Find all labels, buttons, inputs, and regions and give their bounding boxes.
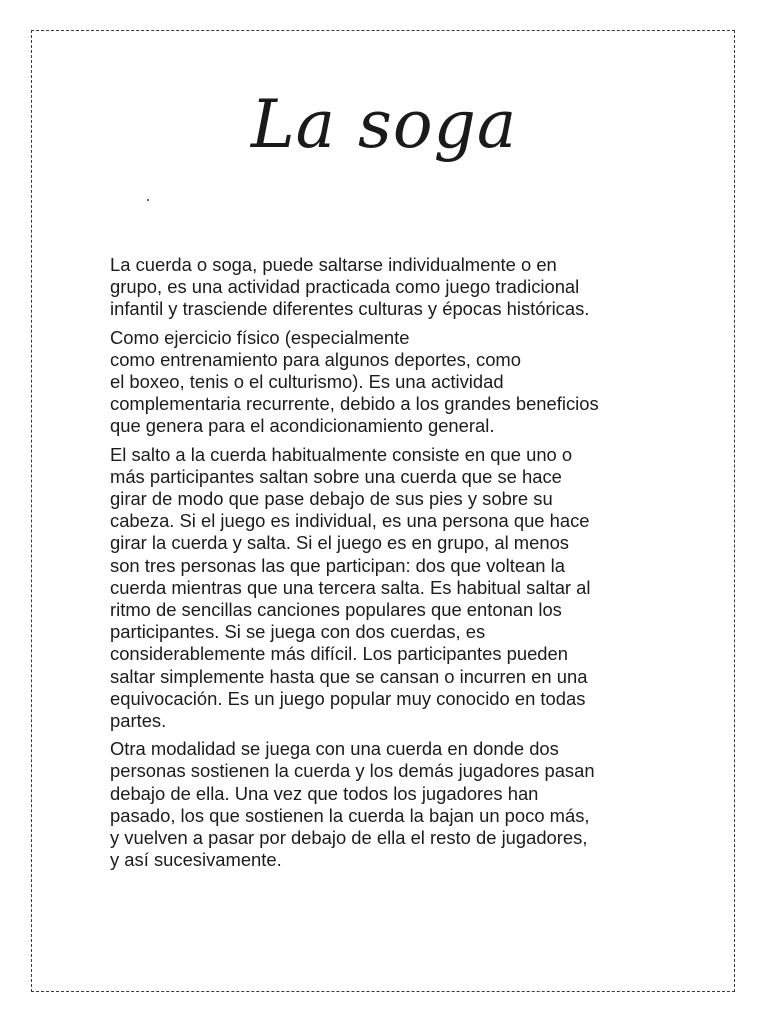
paragraph-line: ritmo de sencillas canciones populares que entonan los	[110, 599, 562, 621]
paragraph-line: girar de modo que pase debajo de sus pies y sobre su	[110, 488, 553, 510]
paragraph-line: cuerda mientras que una tercera salta. Es habitual saltar al	[110, 576, 591, 598]
document-title: La soga	[250, 86, 518, 163]
paragraph-line: Como ejercicio físico (especialmente	[110, 326, 410, 348]
paragraph-line: debajo de ella. Una vez que todos los jugadores han	[110, 782, 539, 804]
paragraph-line: que genera para el acondicionamiento general.	[110, 415, 495, 437]
paragraph-line: saltar simplemente hasta que se cansan o incurren en una	[110, 665, 588, 687]
paragraph-line: Otra modalidad se juega con una cuerda en donde dos	[110, 738, 559, 760]
paragraph-line: son tres personas las que participan: dos que voltean la	[110, 554, 565, 576]
ink-speck	[147, 199, 149, 201]
paragraph-line: partes.	[110, 710, 167, 732]
paragraph-line: equivocación. Es un juego popular muy conocido en todas	[110, 687, 586, 709]
paragraph-line: participantes. Si se juega con dos cuerdas, es	[110, 621, 486, 643]
paragraph-line: cabeza. Si el juego es individual, es una persona que hace	[110, 510, 590, 532]
paragraph-line: infantil y trasciende diferentes culturas y épocas históricas.	[110, 298, 590, 320]
paragraph-line: pasado, los que sostienen la cuerda la bajan un poco más,	[110, 804, 590, 826]
paragraph-4	[110, 738, 670, 871]
paragraph-line: considerablemente más difícil. Los participantes pueden	[110, 643, 568, 665]
paragraph-3	[110, 444, 670, 733]
paragraph-line: girar la cuerda y salta. Si el juego es en grupo, al menos	[110, 532, 570, 554]
paragraph-line: La cuerda o soga, puede saltarse individualmente o en	[110, 254, 557, 275]
paragraph-1	[110, 254, 670, 321]
paragraph-line: y vuelven a pasar por debajo de ella el resto de jugadores,	[110, 827, 588, 849]
paragraph-line: El salto a la cuerda habitualmente consiste en que uno o	[110, 443, 573, 465]
document-body	[110, 254, 670, 877]
paragraph-2	[110, 327, 670, 438]
paragraph-line: como entrenamiento para algunos deportes, como	[110, 348, 521, 370]
paragraph-line: grupo, es una actividad practicada como juego tradicional	[110, 276, 580, 298]
paragraph-line: el boxeo, tenis o el culturismo). Es una actividad	[110, 371, 504, 393]
paragraph-line: personas sostienen la cuerda y los demás jugadores pasan	[110, 760, 595, 782]
paragraph-line: y así sucesivamente.	[110, 849, 282, 871]
paragraph-line: complementaria recurrente, debido a los grandes beneficios	[110, 393, 599, 415]
paragraph-line: más participantes saltan sobre una cuerda que se hace	[110, 465, 562, 487]
